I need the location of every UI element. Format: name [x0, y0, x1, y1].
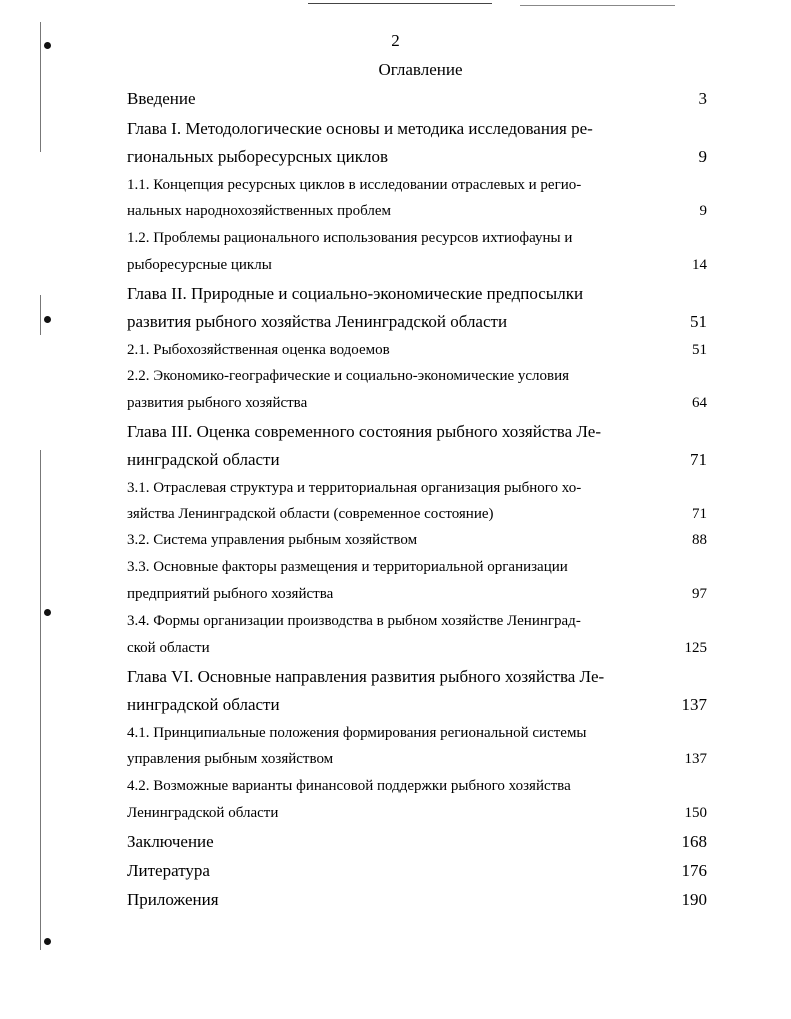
toc-entry-text: Литература: [127, 861, 210, 880]
toc-entry-text: 4.2. Возможные варианты финансовой поддержки рыбного хозяйства: [127, 778, 571, 794]
scan-top-rule: [308, 3, 492, 4]
toc-entry-text: предприятий рыбного хозяйства: [127, 586, 334, 602]
toc-entry-page: 3: [698, 89, 707, 108]
toc-entry-text: Глава VI. Основные направления развития рыбного хозяйства Ле-: [127, 667, 605, 686]
toc-entry-page: 64: [692, 395, 707, 411]
toc-entry-text: нинградской области: [127, 450, 280, 469]
toc-entry-text: Глава II. Природные и социально-экономические предпосылки: [127, 284, 584, 303]
toc-entry-text: 2.1. Рыбохозяйственная оценка водоемов: [127, 342, 390, 358]
toc-entry-page: 9: [699, 203, 707, 219]
toc-entry-page: 137: [684, 751, 707, 767]
toc-entry-page: 176: [681, 861, 707, 880]
toc-entry-text: Глава I. Методологические основы и методика исследования ре-: [127, 119, 593, 138]
toc-entry-text: 3.2. Система управления рыбным хозяйством: [127, 532, 418, 548]
toc-entry-text: нинградской области: [127, 695, 280, 714]
toc-entry-text: 2.2. Экономико-географические и социально-экономические условия: [127, 368, 570, 384]
toc-entry-text: 1.2. Проблемы рационального использования ресурсов ихтиофауны и: [127, 230, 573, 246]
scan-margin-line: [40, 295, 41, 335]
toc-entry-page: 71: [690, 450, 707, 469]
toc-entry-text: Заключение: [127, 832, 214, 851]
toc-entry-page: 168: [681, 832, 707, 851]
toc-entry-text: 4.1. Принципиальные положения формирования региональной системы: [127, 725, 587, 741]
toc-entry-page: 137: [681, 695, 707, 714]
scan-top-rule: [520, 5, 675, 6]
toc-entry-page: 51: [692, 342, 707, 358]
binder-hole-icon: [44, 316, 51, 323]
toc-entry-page: 190: [681, 890, 707, 909]
toc-entry-text: 3.4. Формы организации производства в рыбном хозяйстве Ленинград-: [127, 613, 581, 629]
binder-hole-icon: [44, 609, 51, 616]
toc-entry-text: Введение: [127, 89, 196, 108]
toc-entry-text: Ленинградской области: [127, 805, 279, 821]
toc-entry-text: развития рыбного хозяйства Ленинградской области: [127, 312, 508, 331]
toc-entry-page: 97: [692, 586, 707, 602]
toc-entry-text: 3.1. Отраслевая структура и территориальная организация рыбного хо-: [127, 480, 582, 496]
toc-entry-page: 150: [684, 805, 707, 821]
toc-entry-text: 3.3. Основные факторы размещения и территориальной организации: [127, 559, 568, 575]
toc-entry-text: 1.1. Концепция ресурсных циклов в исследовании отраслевых и регио-: [127, 177, 582, 193]
toc-entry-text: Приложения: [127, 890, 219, 909]
toc-entry-text: ской области: [127, 640, 210, 656]
toc-entry-text: зяйства Ленинградской области (современное состояние): [127, 506, 494, 522]
toc-entry-page: 14: [692, 257, 707, 273]
toc-entry-text: рыборесурсные циклы: [127, 257, 272, 273]
scan-margin-line: [40, 450, 41, 950]
toc-entry-page: 125: [684, 640, 707, 656]
toc-entry-text: развития рыбного хозяйства: [127, 395, 308, 411]
toc-entry-page: 88: [692, 532, 707, 548]
toc-entry-text: гиональных рыборесурсных циклов: [127, 147, 389, 166]
toc-entry-text: нальных народнохозяйственных проблем: [127, 203, 391, 219]
toc-entry-text: Глава III. Оценка современного состояния рыбного хозяйства Ле-: [127, 422, 602, 441]
toc-entry-page: 9: [698, 147, 707, 166]
toc-entry-text: управления рыбным хозяйством: [127, 751, 334, 767]
page-number: 2: [391, 31, 400, 50]
toc-entry-page: 51: [690, 312, 707, 331]
toc-entry-page: 71: [692, 506, 707, 522]
page-title: Оглавление: [378, 60, 463, 79]
binder-hole-icon: [44, 938, 51, 945]
